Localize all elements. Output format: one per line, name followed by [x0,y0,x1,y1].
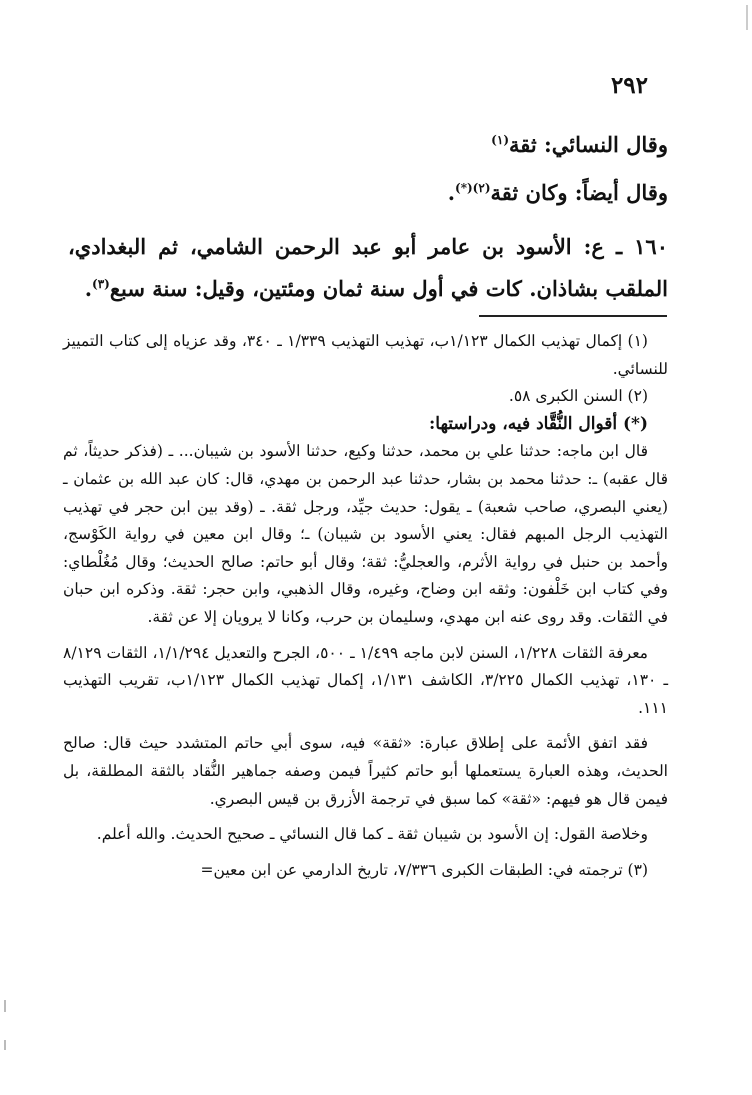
entry-160-text: ١٦٠ ـ ع: الأسود بن عامر أبو عبد الرحمن الشامي، ثم البغدادي، الملقب بشاذان. كات في أول سنة ثمان ومئتين، وقيل: سنة سبع [68,234,668,301]
footnote-1: (١) إكمال تهذيب الكمال ١/١٢٣ب، تهذيب التهذيب ١/٣٣٩ ـ ٣٤٠، وقد عزياه إلى كتاب التمييز للنسائي. [63,332,668,378]
footnote-3: (٣) ترجمته في: الطبقات الكبرى ٧/٣٣٦، تاريخ الدارمي عن ابن معين= [200,860,648,879]
footnote-ref-3: (٣) [92,277,110,291]
main-line-also-text: وقال أيضاً: وكان ثقة [490,180,668,205]
main-line-also-end: . [447,180,456,205]
critics-paragraph-2: فقد اتفق الأئمة على إطلاق عبارة: «ثقة» فيه، سوى أبي حاتم المتشدد حيث قال: صالح الحديث، وهذه العبارة يستعملها أبو حاتم كثيراً فيمن وصفه جماهير النُّقاد بالثقة المطلقة، بل فيمن قال هو فيهم: «ثقة» كما سبق في ترجمة الأزرق بن قيس البصري. [63,734,668,808]
critics-paragraph-1: قال ابن ماجه: حدثنا علي بن محمد، حدثنا وكيع، حدثنا الأسود بن شيبان... ـ (فذكر حديثاً، ثم قال عقبه) ـ: حدثنا محمد بن بشار، حدثنا عبد الرحمن بن مهدي، قال: كان عبد الله بن عثمان ـ (يعني البصري، صاحب شعبة) ـ يقول: حديث جيِّد، ورجل ثقة. ـ (وقد بين ابن حجر في تهذيب التهذيب الرجل المبهم فقال: يعني الأسود بن شيبان) ـ؛ وقال ابن معين في رواية الكَوْسج، وأحمد بن حنبل في رواية الأثرم، والعجليُّ: ثقة؛ وقال أبو حاتم: صالح الحديث؛ وقال مُغُلْطاي: وفي كتاب ابن خَلْفون: وثقه ابن وضاح، وغيره، وقال الذهبي، وابن حجر: ثقة. وذكره ابن حبان في الثقات. وقد روى عنه ابن مهدي، وسليمان بن حرب، وكانا لا يرويان إلا عن ثقة. [63,442,668,626]
page-number: ٢٩٢ [610,72,648,99]
footnote-ref-2: (٢)(*) [455,181,491,195]
critics-sources: معرفة الثقات ١/٢٢٨، السنن لابن ماجه ١/٤٩٩ ـ ٥٠٠، الجرح والتعديل ١/١/٢٩٤، الثقات ٨/١٢٩ ـ ١٣٠، تهذيب الكمال ٣/٢٢٥، الكاشف ١/١٣١، إكمال تهذيب الكمال ١/١٢٣ب، تقريب التهذيب ١١١. [63,643,668,717]
entry-160-end: . [84,276,93,301]
footnote-ref-1: (١) [491,133,509,147]
footnote-2: (٢) السنن الكبرى ٥٨. [508,387,648,406]
critics-conclusion: وخلاصة القول: إن الأسود بن شيبان ثقة ـ كما قال النسائي ـ صحيح الحديث. والله أعلم. [96,825,648,844]
critics-heading: (*) أقوال النُّقَّاد فيه، ودراستها: [429,413,648,434]
main-line-nasai-text: وقال النسائي: ثقة [509,132,668,157]
